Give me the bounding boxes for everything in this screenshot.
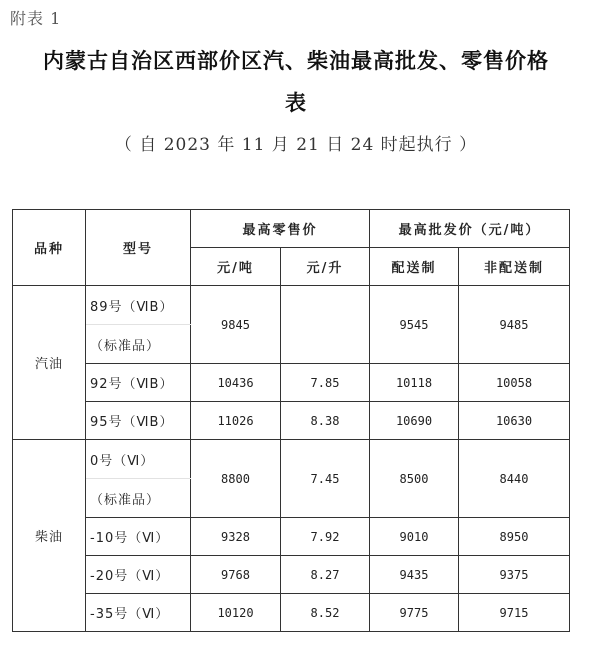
grade-standard-label: （标准品） [86, 479, 191, 518]
table-row [13, 518, 570, 556]
variety-gasoline: 汽油 [13, 286, 86, 440]
retail-ton-cell: 9328 [191, 518, 281, 556]
appendix-label: 附表 1 [10, 9, 62, 28]
table-row [13, 286, 570, 325]
header-yuan-per-liter: 元/升 [281, 248, 370, 286]
table-row [13, 556, 570, 594]
retail-liter-cell: 7.45 [281, 440, 370, 518]
grade-cell: -10号（Ⅵ） [86, 518, 191, 556]
grade-cell: 0号（Ⅵ） [86, 440, 191, 479]
table-row [13, 364, 570, 402]
retail-ton-cell: 11026 [191, 402, 281, 440]
table-row [13, 440, 570, 479]
retail-ton-cell: 9768 [191, 556, 281, 594]
header-yuan-per-ton: 元/吨 [191, 248, 281, 286]
price-table [12, 209, 570, 632]
wholesale-non-delivery-cell: 8440 [459, 440, 570, 518]
wholesale-delivery-cell: 9435 [370, 556, 459, 594]
grade-cell: -20号（Ⅵ） [86, 556, 191, 594]
wholesale-delivery-cell: 10118 [370, 364, 459, 402]
wholesale-non-delivery-cell: 10630 [459, 402, 570, 440]
grade-cell: 92号（ⅥB） [86, 364, 191, 402]
retail-liter-cell: 8.38 [281, 402, 370, 440]
retail-liter-cell: 7.92 [281, 518, 370, 556]
wholesale-delivery-cell: 9775 [370, 594, 459, 632]
retail-ton-cell: 9845 [191, 286, 281, 364]
document-title-line1: 内蒙古自治区西部价区汽、柴油最高批发、零售价格 [43, 48, 549, 73]
wholesale-non-delivery-cell: 10058 [459, 364, 570, 402]
retail-ton-cell: 10436 [191, 364, 281, 402]
header-variety: 品种 [13, 210, 86, 286]
header-retail-price: 最高零售价 [191, 210, 370, 248]
retail-liter-cell: 7.85 [281, 364, 370, 402]
wholesale-non-delivery-cell: 9375 [459, 556, 570, 594]
wholesale-non-delivery-cell: 9485 [459, 286, 570, 364]
retail-liter-cell: 8.27 [281, 556, 370, 594]
variety-diesel: 柴油 [13, 440, 86, 632]
wholesale-delivery-cell: 8500 [370, 440, 459, 518]
retail-liter-cell: 8.52 [281, 594, 370, 632]
header-grade: 型号 [86, 210, 191, 286]
retail-liter-cell [281, 286, 370, 364]
table-row [13, 594, 570, 632]
grade-cell: 95号（ⅥB） [86, 402, 191, 440]
grade-standard-label: （标准品） [86, 325, 191, 364]
grade-cell: -35号（Ⅵ） [86, 594, 191, 632]
retail-ton-cell: 10120 [191, 594, 281, 632]
header-delivery: 配送制 [370, 248, 459, 286]
grade-cell: 89号（ⅥB） [86, 286, 191, 325]
header-non-delivery: 非配送制 [459, 248, 570, 286]
wholesale-delivery-cell: 9010 [370, 518, 459, 556]
document-title-line2: 表 [285, 90, 307, 115]
wholesale-non-delivery-cell: 9715 [459, 594, 570, 632]
effective-date: （ 自 2023 年 11 月 21 日 24 时起执行 ） [114, 135, 478, 155]
wholesale-non-delivery-cell: 8950 [459, 518, 570, 556]
wholesale-delivery-cell: 10690 [370, 402, 459, 440]
retail-ton-cell: 8800 [191, 440, 281, 518]
header-wholesale-price: 最高批发价（元/吨） [370, 210, 570, 248]
wholesale-delivery-cell: 9545 [370, 286, 459, 364]
table-row [13, 402, 570, 440]
